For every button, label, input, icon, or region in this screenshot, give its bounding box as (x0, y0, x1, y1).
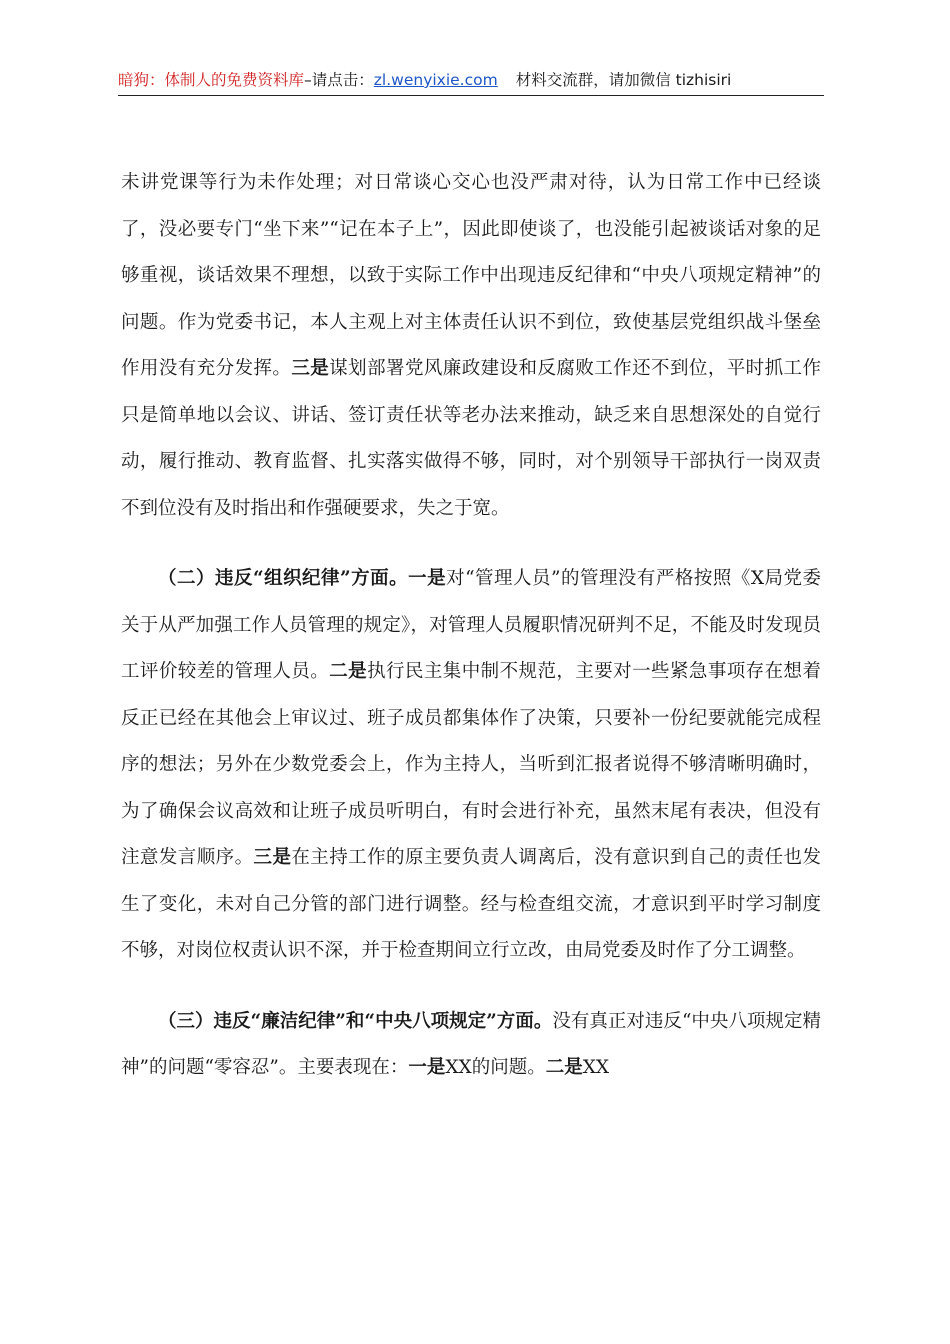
header-site-name: 暗狗：体制人的免费资料库 (118, 71, 305, 89)
header-link[interactable]: zl.wenyixie.com (373, 71, 498, 89)
paragraph-emphasis: 三是 (253, 847, 292, 868)
paragraph-emphasis: 一是 (408, 1057, 446, 1078)
section-heading: （三）违反“廉洁纪律”和“中央八项规定”方面。 (158, 1010, 553, 1032)
page-header (118, 66, 824, 94)
header-wechat-note: 材料交流群，请加微信 tizhisiri (515, 71, 732, 89)
paragraph-text: 谋划部署党风廉政建设和反腐败工作还不到位，平时抓工作只是简单地以会议、讲话、签订责任状等老办法来推动，缺乏来自思想深处的自觉行动，履行推动、教育监督、扎实落实做得不够，同时，对个别领导干部执行一岗双责不到位没有及时指出和作强硬要求，失之于宽。 (121, 358, 821, 519)
paragraph-text: XX (582, 1057, 610, 1078)
paragraph (121, 999, 821, 1092)
paragraph-emphasis: 二是 (545, 1057, 583, 1078)
paragraph-text: 未讲党课等行为未作处理；对日常谈心交心也没严肃对待，认为日常工作中已经谈了，没必要专门“坐下来”“记在本子上”，因此即使谈了，也没能引起被谈话对象的足够重视，谈话效果不理想，以致于实际工作中出现违反纪律和“中央八项规定精神”的问题。作为党委书记，本人主观上对主体责任认识不到位，致使基层党组织战斗堡垒作用没有充分发挥。 (121, 172, 821, 379)
paragraph-text: 执行民主集中制不规范，主要对一些紧急事项存在想着反正已经在其他会上审议过、班子成员都集体作了决策，只要补一份纪要就能完成程序的想法；另外在少数党委会上，作为主持人，当听到汇报者说得不够清晰明确时，为了确保会议高效和让班子成员听明白，有时会进行补充，虽然末尾有表决，但没有注意发言顺序。 (121, 661, 821, 868)
document-body (121, 160, 821, 1116)
header-divider (118, 95, 824, 96)
paragraph (121, 160, 821, 532)
paragraph-text: 没有真正对违反“中央八项规定精神”的问题“零容忍”。主要表现在： (121, 1010, 821, 1078)
paragraph (121, 556, 821, 975)
paragraph-text: 在主持工作的原主要负责人调离后，没有意识到自己的责任也发生了变化，未对自己分管的部门进行调整。经与检查组交流，才意识到平时学习制度不够，对岗位权责认识不深，并于检查期间立行立改，由局党委及时作了分工调整。 (121, 847, 821, 961)
header-click-prompt: –请点击： (304, 71, 374, 89)
paragraph-emphasis: 二是 (329, 661, 368, 682)
paragraph-text: XX的问题。 (445, 1057, 546, 1078)
paragraph-emphasis: 三是 (291, 358, 330, 379)
paragraph-emphasis: 一是 (408, 568, 447, 589)
paragraph-text: 对“管理人员”的管理没有严格按照《X局党委关于从严加强工作人员管理的规定》，对管理人员履职情况研判不足，不能及时发现员工评价较差的管理人员。 (121, 568, 821, 682)
section-heading: （二）违反“组织纪律”方面。 (158, 568, 409, 589)
